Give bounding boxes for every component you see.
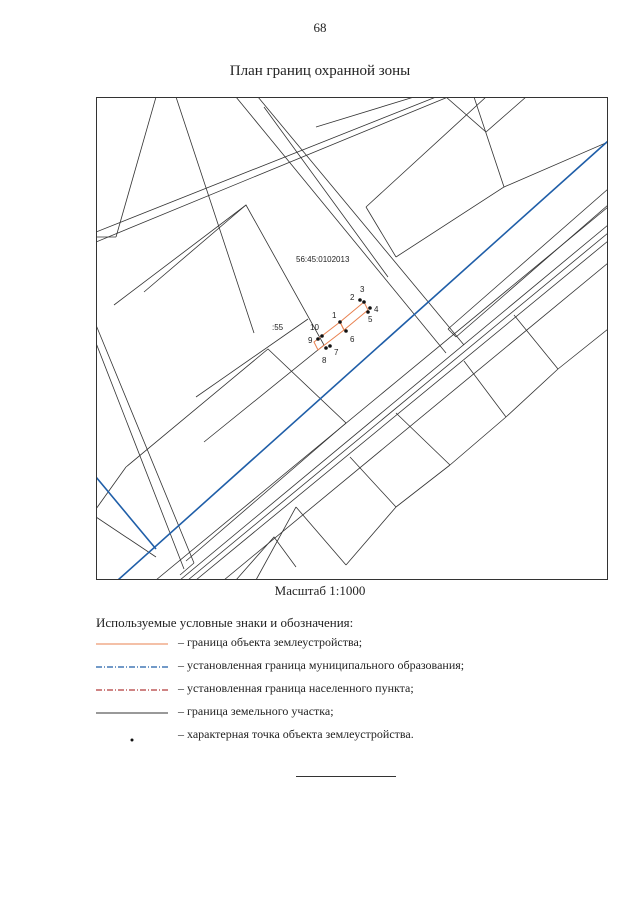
boundary-plan-map <box>96 97 608 580</box>
page-number: 68 <box>313 20 327 35</box>
legend-item-text: – установленная граница населенного пункта; <box>178 681 414 695</box>
point-marker <box>362 300 366 304</box>
cadastral-quarter-label: 56:45:0102013 <box>296 255 350 264</box>
street-line <box>96 97 448 242</box>
point-label: 5 <box>368 315 373 324</box>
parcel-line <box>196 319 308 397</box>
point-marker <box>316 337 320 341</box>
legend-item-text: – установленная граница муниципального образования; <box>178 658 465 672</box>
point-marker <box>358 298 362 302</box>
parcel-line <box>514 315 558 369</box>
legend-item-text: – характерная точка объекта землеустройства. <box>178 727 414 741</box>
point-marker <box>366 310 370 314</box>
parcel-line <box>366 97 486 207</box>
parcel-line <box>114 205 324 442</box>
parcel-line <box>350 457 396 507</box>
point-label: 3 <box>360 285 365 294</box>
point-label: 9 <box>308 336 313 345</box>
parcel-label: :55 <box>272 323 284 332</box>
parcel-line <box>176 97 254 333</box>
legend-item <box>96 655 616 678</box>
municipal-boundary <box>118 141 608 580</box>
parcel-line <box>96 467 126 509</box>
parcel-line <box>396 465 450 507</box>
object-boundary-line-icon <box>96 632 168 655</box>
street-line <box>96 325 194 563</box>
street-line <box>96 97 436 232</box>
parcel-line <box>126 349 346 561</box>
municipal-boundary-line-icon <box>96 655 168 678</box>
legend <box>96 632 616 747</box>
street-line <box>156 207 608 580</box>
point-label: 7 <box>334 348 339 357</box>
municipal-boundary <box>96 477 156 549</box>
point-label: 1 <box>332 311 337 320</box>
object-boundary <box>314 302 368 350</box>
parcel-line <box>558 329 608 369</box>
street-line <box>180 225 608 580</box>
scale-caption: Масштаб 1:1000 <box>274 583 366 598</box>
signature-line <box>296 776 396 777</box>
point-label: 4 <box>374 305 379 314</box>
point-marker <box>324 346 328 350</box>
parcel-line <box>446 97 526 132</box>
parcel-line <box>456 205 608 337</box>
street-line <box>258 97 464 345</box>
parcel-line <box>448 189 608 329</box>
parcel-line <box>396 413 450 465</box>
point-label: 10 <box>310 323 319 332</box>
parcel-line <box>464 361 506 417</box>
point-marker <box>344 329 348 333</box>
parcel-line <box>144 205 246 292</box>
parcel-boundary-line-icon <box>96 701 168 724</box>
parcel-line <box>506 369 558 417</box>
legend-item <box>96 701 616 724</box>
parcel-line <box>236 537 296 580</box>
street-line <box>196 241 608 580</box>
legend-item <box>96 724 616 747</box>
point-marker <box>338 320 342 324</box>
legend-item-text: – граница объекта землеустройства; <box>178 635 363 649</box>
point-label: 8 <box>322 356 327 365</box>
parcel-line <box>256 507 296 580</box>
legend-item-text: – граница земельного участка; <box>178 704 334 718</box>
legend-item <box>96 632 616 655</box>
characteristic-point-dot-icon <box>96 724 168 747</box>
point-label: 2 <box>350 293 355 302</box>
point-marker <box>328 344 332 348</box>
point-label: 6 <box>350 335 355 344</box>
settlement-boundary-line-icon <box>96 678 168 701</box>
parcel-line <box>504 142 608 187</box>
parcel-line <box>396 97 504 257</box>
parcel-line <box>346 507 396 565</box>
point-marker <box>368 306 372 310</box>
page-title: План границ охранной зоны <box>229 63 411 79</box>
legend-item <box>96 678 616 701</box>
parcel-line <box>450 417 506 465</box>
legend-title: Используемые условные знаки и обозначения: <box>96 615 354 630</box>
parcel-line <box>296 507 346 565</box>
street-line <box>188 233 608 580</box>
parcel-line <box>264 107 388 277</box>
street-line <box>96 343 184 569</box>
point-marker <box>320 334 324 338</box>
